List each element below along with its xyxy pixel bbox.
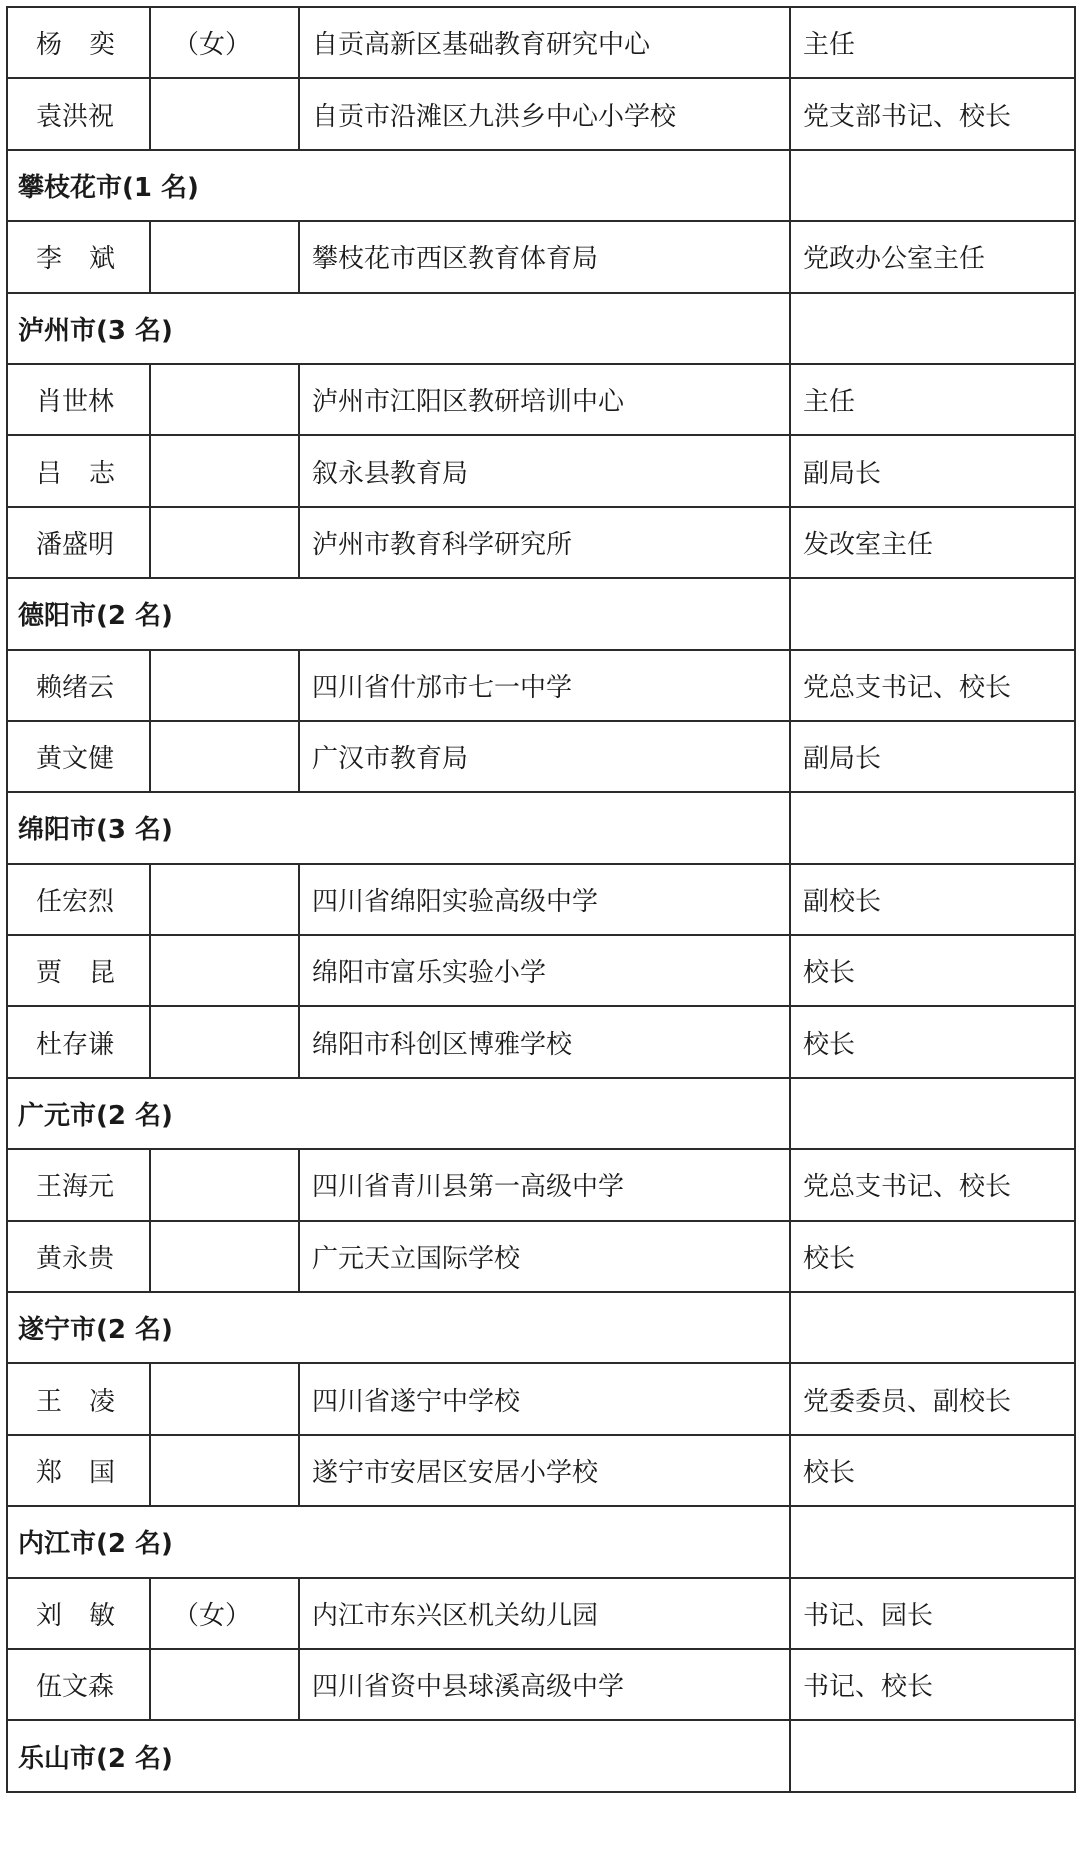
person-gender bbox=[150, 78, 299, 149]
person-name: 肖世林 bbox=[7, 364, 150, 435]
person-title: 党支部书记、校长 bbox=[790, 78, 1075, 149]
section-row bbox=[7, 1506, 1075, 1577]
person-org: 遂宁市安居区安居小学校 bbox=[299, 1435, 790, 1506]
person-org: 泸州市江阳区教研培训中心 bbox=[299, 364, 790, 435]
name-char: 杨 bbox=[36, 30, 63, 61]
section-row bbox=[7, 578, 1075, 649]
person-gender bbox=[150, 1006, 299, 1077]
person-org: 广元天立国际学校 bbox=[299, 1221, 790, 1292]
name-char: 志 bbox=[89, 458, 116, 489]
name-char: 贾 bbox=[36, 958, 63, 989]
person-gender bbox=[150, 935, 299, 1006]
person-title: 党政办公室主任 bbox=[790, 221, 1075, 292]
person-org: 四川省绵阳实验高级中学 bbox=[299, 864, 790, 935]
person-gender bbox=[150, 1363, 299, 1434]
person-org: 自贡市沿滩区九洪乡中心小学校 bbox=[299, 78, 790, 149]
table-row bbox=[7, 935, 1075, 1006]
section-label: 德阳市(2 名) bbox=[7, 578, 790, 649]
section-label: 遂宁市(2 名) bbox=[7, 1292, 790, 1363]
section-row bbox=[7, 1078, 1075, 1149]
empty-cell bbox=[790, 1292, 1075, 1363]
section-label: 攀枝花市(1 名) bbox=[7, 150, 790, 221]
person-gender bbox=[150, 864, 299, 935]
person-gender bbox=[150, 1435, 299, 1506]
name-char: 斌 bbox=[89, 244, 116, 275]
empty-cell bbox=[790, 792, 1075, 863]
table-row bbox=[7, 864, 1075, 935]
person-title: 主任 bbox=[790, 364, 1075, 435]
person-title: 校长 bbox=[790, 1006, 1075, 1077]
person-org: 四川省资中县球溪高级中学 bbox=[299, 1649, 790, 1720]
table-row bbox=[7, 7, 1075, 78]
person-title: 党总支书记、校长 bbox=[790, 1149, 1075, 1220]
person-name: 王海元 bbox=[7, 1149, 150, 1220]
person-org: 叙永县教育局 bbox=[299, 435, 790, 506]
section-label: 乐山市(2 名) bbox=[7, 1720, 790, 1791]
table-row bbox=[7, 1435, 1075, 1506]
section-row bbox=[7, 1292, 1075, 1363]
person-name: 杜存谦 bbox=[7, 1006, 150, 1077]
person-title: 校长 bbox=[790, 935, 1075, 1006]
person-org: 内江市东兴区机关幼儿园 bbox=[299, 1578, 790, 1649]
person-org: 四川省什邡市七一中学 bbox=[299, 650, 790, 721]
table-row bbox=[7, 1649, 1075, 1720]
person-name bbox=[7, 1435, 150, 1506]
empty-cell bbox=[790, 1506, 1075, 1577]
person-name: 伍文森 bbox=[7, 1649, 150, 1720]
person-gender: （女） bbox=[150, 7, 299, 78]
person-name: 黄文健 bbox=[7, 721, 150, 792]
table-row bbox=[7, 1578, 1075, 1649]
person-title: 副局长 bbox=[790, 721, 1075, 792]
person-org: 绵阳市富乐实验小学 bbox=[299, 935, 790, 1006]
name-char: 吕 bbox=[36, 458, 63, 489]
table-row bbox=[7, 364, 1075, 435]
person-name bbox=[7, 1363, 150, 1434]
person-gender bbox=[150, 1149, 299, 1220]
person-title: 校长 bbox=[790, 1435, 1075, 1506]
empty-cell bbox=[790, 1078, 1075, 1149]
person-name bbox=[7, 1578, 150, 1649]
section-row bbox=[7, 150, 1075, 221]
name-char: 李 bbox=[36, 244, 63, 275]
name-char: 凌 bbox=[89, 1386, 116, 1417]
person-title: 书记、园长 bbox=[790, 1578, 1075, 1649]
name-char: 奕 bbox=[89, 30, 116, 61]
person-title: 党委委员、副校长 bbox=[790, 1363, 1075, 1434]
person-name: 袁洪祝 bbox=[7, 78, 150, 149]
person-gender bbox=[150, 507, 299, 578]
person-gender bbox=[150, 721, 299, 792]
person-gender bbox=[150, 650, 299, 721]
table-row bbox=[7, 721, 1075, 792]
person-gender bbox=[150, 221, 299, 292]
person-gender: （女） bbox=[150, 1578, 299, 1649]
person-name: 任宏烈 bbox=[7, 864, 150, 935]
person-name bbox=[7, 435, 150, 506]
person-org: 四川省青川县第一高级中学 bbox=[299, 1149, 790, 1220]
name-char: 郑 bbox=[36, 1458, 63, 1488]
table-row bbox=[7, 1149, 1075, 1220]
empty-cell bbox=[790, 578, 1075, 649]
table-row bbox=[7, 1006, 1075, 1077]
person-title: 校长 bbox=[790, 1221, 1075, 1292]
empty-cell bbox=[790, 150, 1075, 221]
person-name: 潘盛明 bbox=[7, 507, 150, 578]
section-label: 泸州市(3 名) bbox=[7, 293, 790, 364]
person-org: 攀枝花市西区教育体育局 bbox=[299, 221, 790, 292]
person-org: 绵阳市科创区博雅学校 bbox=[299, 1006, 790, 1077]
section-row bbox=[7, 293, 1075, 364]
empty-cell bbox=[790, 1720, 1075, 1791]
section-label: 内江市(2 名) bbox=[7, 1506, 790, 1577]
table-row bbox=[7, 221, 1075, 292]
section-row bbox=[7, 1720, 1075, 1791]
table-row bbox=[7, 1221, 1075, 1292]
name-char: 刘 bbox=[36, 1600, 63, 1631]
section-label: 广元市(2 名) bbox=[7, 1078, 790, 1149]
person-gender bbox=[150, 1649, 299, 1720]
table-row bbox=[7, 435, 1075, 506]
person-title: 党总支书记、校长 bbox=[790, 650, 1075, 721]
table-row bbox=[7, 1363, 1075, 1434]
personnel-table bbox=[6, 6, 1076, 1793]
person-name bbox=[7, 7, 150, 78]
empty-cell bbox=[790, 293, 1075, 364]
section-label: 绵阳市(3 名) bbox=[7, 792, 790, 863]
person-name bbox=[7, 935, 150, 1006]
person-name bbox=[7, 221, 150, 292]
name-char: 昆 bbox=[89, 958, 116, 989]
person-title: 主任 bbox=[790, 7, 1075, 78]
person-name: 黄永贵 bbox=[7, 1221, 150, 1292]
person-title: 副局长 bbox=[790, 435, 1075, 506]
name-char: 敏 bbox=[89, 1600, 116, 1631]
table-row bbox=[7, 650, 1075, 721]
table-row bbox=[7, 78, 1075, 149]
person-title: 书记、校长 bbox=[790, 1649, 1075, 1720]
person-gender bbox=[150, 1221, 299, 1292]
person-title: 副校长 bbox=[790, 864, 1075, 935]
section-row bbox=[7, 792, 1075, 863]
person-org: 泸州市教育科学研究所 bbox=[299, 507, 790, 578]
name-char: 王 bbox=[36, 1386, 63, 1417]
table-row bbox=[7, 507, 1075, 578]
person-gender bbox=[150, 435, 299, 506]
person-org: 四川省遂宁中学校 bbox=[299, 1363, 790, 1434]
person-gender bbox=[150, 364, 299, 435]
person-org: 广汉市教育局 bbox=[299, 721, 790, 792]
person-org: 自贡高新区基础教育研究中心 bbox=[299, 7, 790, 78]
name-char: 国 bbox=[89, 1458, 116, 1488]
person-name: 赖绪云 bbox=[7, 650, 150, 721]
person-title: 发改室主任 bbox=[790, 507, 1075, 578]
